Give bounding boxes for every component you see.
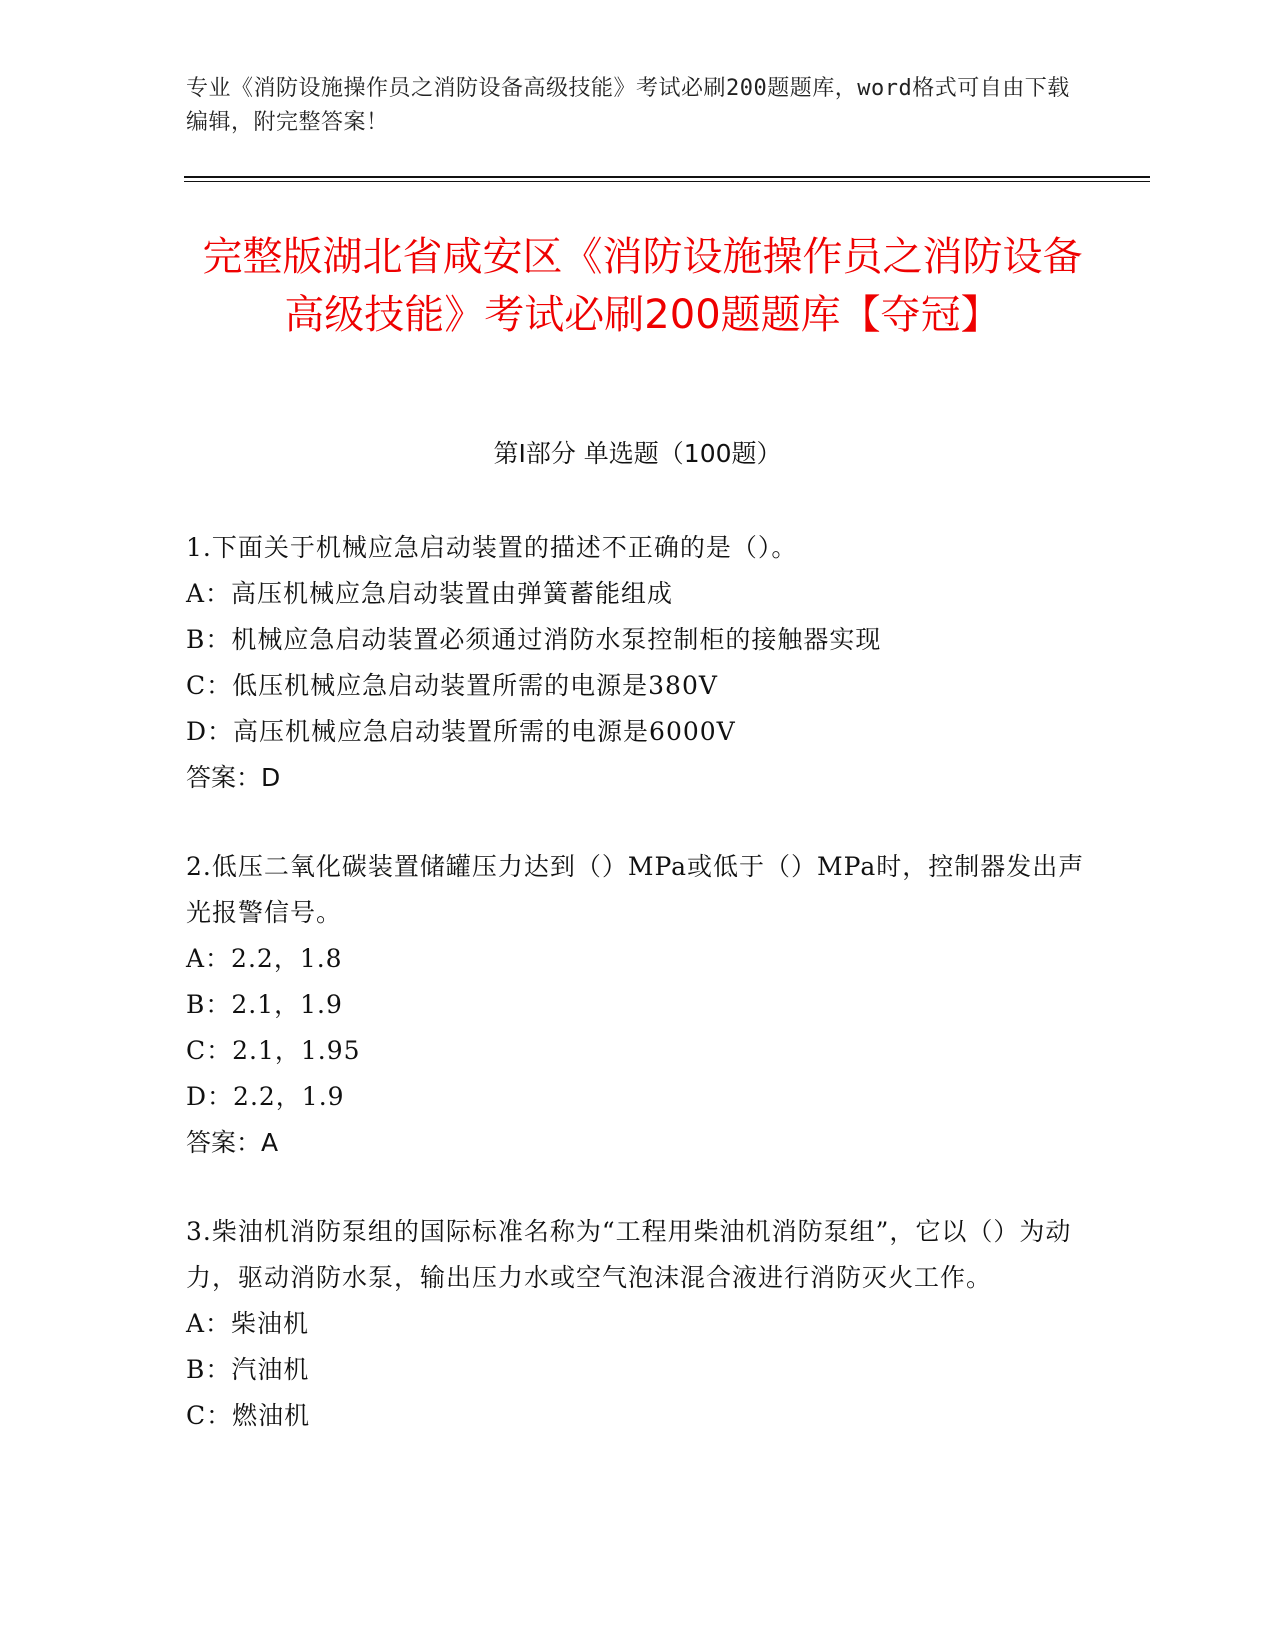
option-b: B：2.1，1.9 <box>186 990 343 1019</box>
question-item <box>186 1209 1086 1439</box>
option-d: D：2.2，1.9 <box>186 1082 345 1111</box>
section-title: 第I部分 单选题（100题） <box>493 439 782 468</box>
option-c: C：低压机械应急启动装置所需的电源是380V <box>186 671 718 700</box>
option-a: A：柴油机 <box>186 1309 310 1338</box>
question-stem: 3.柴油机消防泵组的国际标准名称为“工程用柴油机消防泵组”，它以（）为动力，驱动消防水泵，输出压力水或空气泡沫混合液进行消防灭火工作。 <box>186 1217 1072 1292</box>
header-divider-thick <box>184 176 1150 178</box>
question-item <box>186 844 1086 1166</box>
document-title: 完整版湖北省咸安区《消防设施操作员之消防设备高级技能》考试必刷200题题库【夺冠】 <box>202 234 1083 338</box>
option-b: B：机械应急启动装置必须通过消防水泵控制柜的接触器实现 <box>186 625 882 654</box>
question-list <box>186 525 1086 1482</box>
header-note: 专业《消防设施操作员之消防设备高级技能》考试必刷200题题库，word格式可自由下载编辑，附完整答案！ <box>186 76 1070 135</box>
question-item <box>186 525 1086 801</box>
question-stem: 1.下面关于机械应急启动装置的描述不正确的是（）。 <box>186 533 798 562</box>
answer-line: 答案：A <box>186 1128 279 1157</box>
header-divider-thin <box>184 181 1150 182</box>
answer-line: 答案：D <box>186 763 281 792</box>
option-b: B：汽油机 <box>186 1355 310 1384</box>
question-stem: 2.低压二氧化碳装置储罐压力达到（）MPa或低于（）MPa时，控制器发出声光报警信号。 <box>186 852 1085 927</box>
option-d: D：高压机械应急启动装置所需的电源是6000V <box>186 717 736 746</box>
option-a: A：高压机械应急启动装置由弹簧蓄能组成 <box>186 579 674 608</box>
option-a: A：2.2，1.8 <box>186 944 343 973</box>
option-c: C：燃油机 <box>186 1401 311 1430</box>
option-c: C：2.1，1.95 <box>186 1036 361 1065</box>
